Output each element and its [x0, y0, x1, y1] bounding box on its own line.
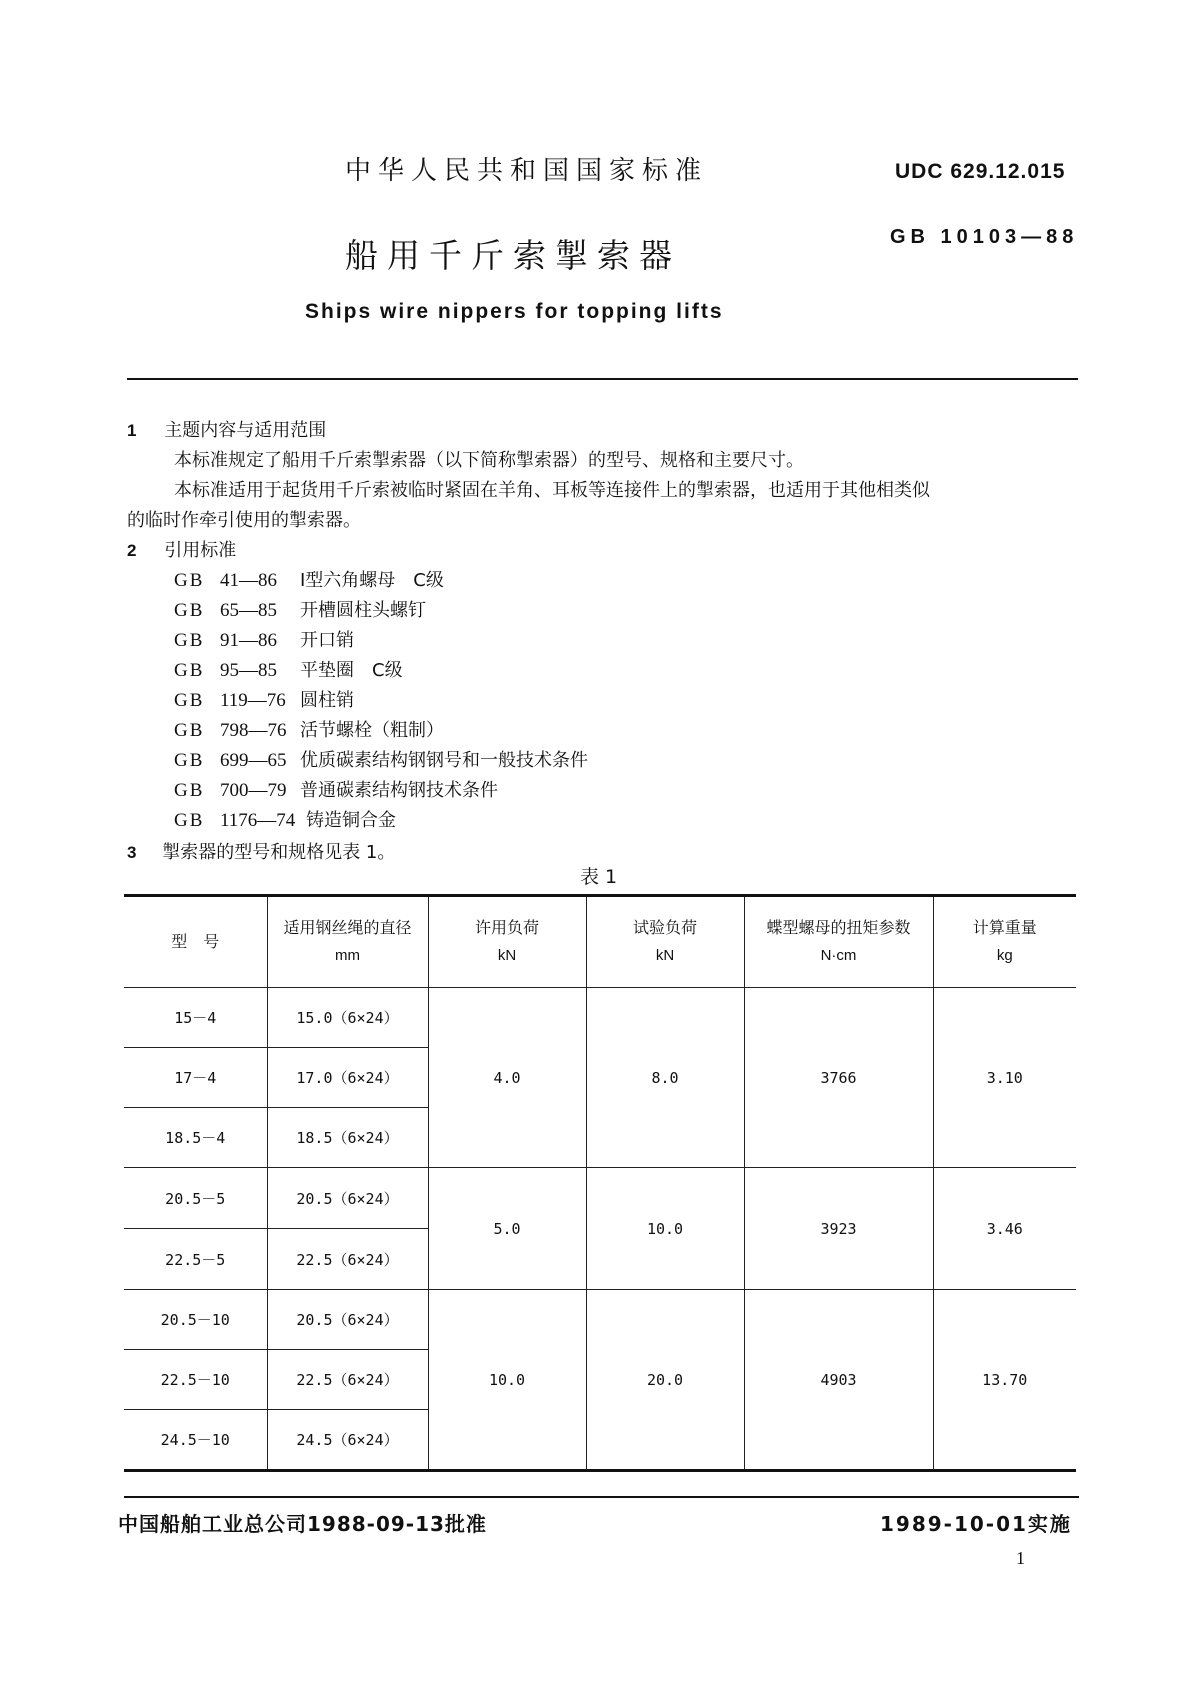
document-title: 船用千斤索掣索器 — [345, 236, 681, 275]
cell-diameter: 24.5（6×24） — [267, 1410, 428, 1471]
reference-item — [174, 806, 396, 832]
cell-weight: 13.70 — [933, 1290, 1076, 1471]
cell-diameter: 15.0（6×24） — [267, 988, 428, 1048]
reference-prefix: GB — [174, 570, 205, 591]
reference-title: 开槽圆柱头螺钉 — [300, 600, 426, 621]
section-text: 掣索器的型号和规格见表 1。 — [162, 842, 396, 863]
issuing-country-standard: 中华人民共和国国家标准 — [345, 156, 709, 186]
reference-number: 1176—74 — [220, 810, 296, 831]
reference-prefix: GB — [174, 720, 205, 741]
reference-item — [174, 566, 444, 592]
col-header-model: 型 号 — [124, 896, 267, 988]
cell-model: 22.5－10 — [124, 1350, 267, 1410]
section-1-paragraph-2: 本标准适用于起货用千斤索被临时紧固在羊角、耳板等连接件上的掣索器，也适用于其他相类似 — [174, 480, 930, 501]
cell-model: 18.5－4 — [124, 1108, 267, 1168]
cell-diameter: 18.5（6×24） — [267, 1108, 428, 1168]
section-3-statement — [127, 838, 395, 864]
cell-torque: 4903 — [744, 1290, 933, 1471]
reference-item — [174, 656, 403, 682]
reference-number: 798—76 — [220, 720, 287, 741]
reference-prefix: GB — [174, 600, 205, 621]
col-header-torque: 蝶型螺母的扭矩参数 N·cm — [744, 896, 933, 988]
cell-weight: 3.46 — [933, 1168, 1076, 1290]
header-divider — [127, 378, 1078, 380]
cell-model: 24.5－10 — [124, 1410, 267, 1471]
cell-model: 15－4 — [124, 988, 267, 1048]
table-row — [124, 1290, 1076, 1350]
cell-torque: 3923 — [744, 1168, 933, 1290]
cell-model: 20.5－5 — [124, 1168, 267, 1229]
reference-item — [174, 776, 498, 802]
cell-model: 17－4 — [124, 1048, 267, 1108]
table-row — [124, 1168, 1076, 1229]
spec-table — [124, 894, 1076, 1472]
effective-date: 1989-10-01实施 — [880, 1512, 1072, 1536]
section-1-paragraph-1: 本标准规定了船用千斤索掣索器（以下简称掣索器）的型号、规格和主要尺寸。 — [174, 450, 804, 471]
section-number: 3 — [127, 843, 137, 862]
spec-table-wrapper — [124, 894, 1076, 1472]
cell-torque: 3766 — [744, 988, 933, 1168]
reference-title: 铸造铜合金 — [306, 810, 396, 831]
reference-item — [174, 716, 444, 742]
cell-test-load: 10.0 — [586, 1168, 744, 1290]
reference-title: Ⅰ型六角螺母 C级 — [300, 570, 444, 591]
reference-number: 41—86 — [220, 570, 277, 591]
cell-diameter: 20.5（6×24） — [267, 1290, 428, 1350]
section-2-heading — [127, 536, 236, 562]
spec-table-body — [124, 988, 1076, 1471]
reference-item — [174, 596, 426, 622]
cell-diameter: 22.5（6×24） — [267, 1350, 428, 1410]
reference-title: 圆柱销 — [300, 690, 354, 711]
footer-divider — [124, 1496, 1079, 1498]
approval-statement: 中国船舶工业总公司1988-09-13批准 — [118, 1512, 487, 1536]
section-number: 2 — [127, 541, 137, 560]
reference-prefix: GB — [174, 660, 205, 681]
reference-title: 开口销 — [300, 630, 354, 651]
reference-title: 优质碳素结构钢钢号和一般技术条件 — [300, 750, 588, 771]
reference-item — [174, 686, 354, 712]
reference-number: 700—79 — [220, 780, 287, 801]
reference-prefix: GB — [174, 810, 205, 831]
reference-prefix: GB — [174, 780, 205, 801]
reference-prefix: GB — [174, 690, 205, 711]
cell-test-load: 20.0 — [586, 1290, 744, 1471]
col-header-weight: 计算重量 kg — [933, 896, 1076, 988]
section-1-paragraph-2-cont: 的临时作牵引使用的掣索器。 — [127, 510, 361, 531]
reference-prefix: GB — [174, 750, 205, 771]
cell-diameter: 20.5（6×24） — [267, 1168, 428, 1229]
cell-test-load: 8.0 — [586, 988, 744, 1168]
table-header-row — [124, 896, 1076, 988]
section-number: 1 — [127, 421, 137, 440]
col-header-test-load: 试验负荷 kN — [586, 896, 744, 988]
section-title: 引用标准 — [164, 540, 237, 561]
cell-model: 22.5－5 — [124, 1229, 267, 1290]
reference-item — [174, 746, 588, 772]
standard-number: GB 10103—88 — [890, 226, 1079, 248]
col-header-allow-load: 许用负荷 kN — [428, 896, 586, 988]
reference-title: 普通碳素结构钢技术条件 — [300, 780, 498, 801]
reference-number: 699—65 — [220, 750, 287, 771]
section-title: 主题内容与适用范围 — [164, 420, 327, 441]
cell-allow-load: 10.0 — [428, 1290, 586, 1471]
udc-code: UDC 629.12.015 — [895, 160, 1066, 183]
document-title-english: Ships wire nippers for topping lifts — [305, 300, 724, 323]
section-1-heading — [127, 416, 326, 442]
cell-allow-load: 5.0 — [428, 1168, 586, 1290]
cell-diameter: 17.0（6×24） — [267, 1048, 428, 1108]
reference-number: 65—85 — [220, 600, 277, 621]
reference-number: 95—85 — [220, 660, 277, 681]
reference-number: 91—86 — [220, 630, 277, 651]
reference-prefix: GB — [174, 630, 205, 651]
page-number: 1 — [1016, 1548, 1025, 1568]
cell-weight: 3.10 — [933, 988, 1076, 1168]
table-row — [124, 988, 1076, 1048]
reference-title: 活节螺栓（粗制） — [300, 720, 444, 741]
col-header-diameter: 适用钢丝绳的直径 mm — [267, 896, 428, 988]
cell-model: 20.5－10 — [124, 1290, 267, 1350]
table-caption: 表 1 — [580, 866, 618, 888]
reference-title: 平垫圈 C级 — [300, 660, 403, 681]
cell-allow-load: 4.0 — [428, 988, 586, 1168]
cell-diameter: 22.5（6×24） — [267, 1229, 428, 1290]
reference-item — [174, 626, 354, 652]
reference-number: 119—76 — [220, 690, 286, 711]
